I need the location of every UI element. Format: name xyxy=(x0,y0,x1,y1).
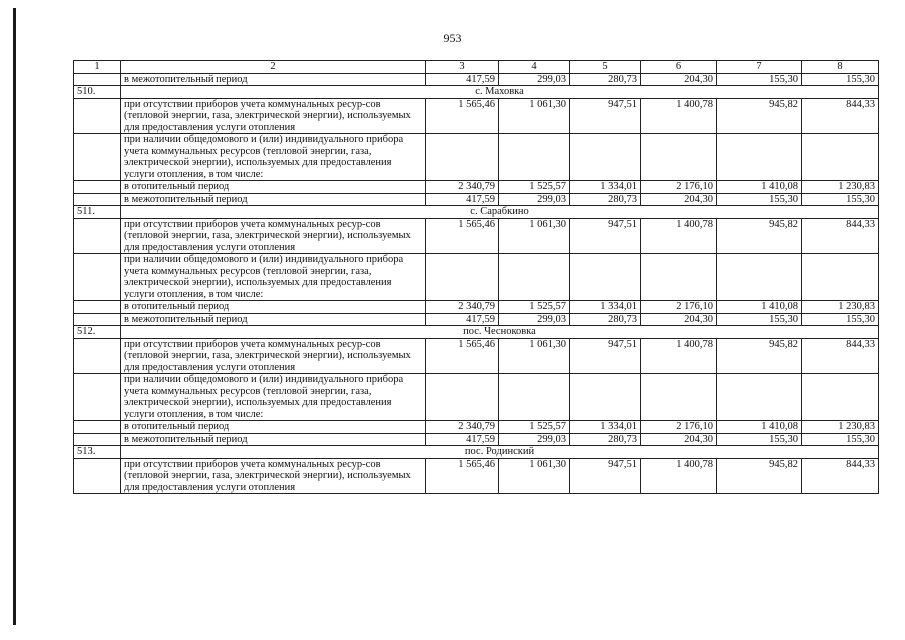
value-cell: 417,59 xyxy=(426,313,499,326)
page-number: 953 xyxy=(443,31,462,45)
value-cell: 1 061,30 xyxy=(499,98,570,134)
value-cell: 1 061,30 xyxy=(499,218,570,254)
value-cell: 1 565,46 xyxy=(426,458,499,494)
value-cell xyxy=(802,374,879,421)
value-cell: 2 176,10 xyxy=(641,421,717,434)
table-row xyxy=(74,374,879,421)
table-row xyxy=(74,421,879,434)
table-row xyxy=(74,313,879,326)
value-cell: 1 400,78 xyxy=(641,458,717,494)
settlement-number: 513. xyxy=(74,446,121,459)
value-cell: 844,33 xyxy=(802,218,879,254)
column-header: 8 xyxy=(802,61,879,74)
description-cell: при отсутствии приборов учета коммунальных ресур-сов (тепловой энергии, газа, электрической энергии), используемых для предоставления услуги отопления xyxy=(121,98,426,134)
row-number-cell xyxy=(74,374,121,421)
row-number-cell xyxy=(74,218,121,254)
table-row xyxy=(74,301,879,314)
settlement-number: 511. xyxy=(74,206,121,219)
value-cell: 280,73 xyxy=(570,193,641,206)
value-cell: 417,59 xyxy=(426,73,499,86)
value-cell: 1 565,46 xyxy=(426,338,499,374)
column-header: 2 xyxy=(121,61,426,74)
row-number-cell xyxy=(74,254,121,301)
value-cell: 947,51 xyxy=(570,338,641,374)
settlement-name: с. Маховка xyxy=(121,86,879,99)
value-cell xyxy=(802,134,879,181)
value-cell: 155,30 xyxy=(802,73,879,86)
row-number-cell xyxy=(74,134,121,181)
value-cell: 1 565,46 xyxy=(426,98,499,134)
table-row xyxy=(74,254,879,301)
value-cell xyxy=(426,134,499,181)
value-cell: 945,82 xyxy=(717,338,802,374)
value-cell: 1 400,78 xyxy=(641,338,717,374)
settlement-row xyxy=(74,446,879,459)
value-cell: 2 176,10 xyxy=(641,301,717,314)
row-number-cell xyxy=(74,193,121,206)
value-cell: 844,33 xyxy=(802,98,879,134)
value-cell: 155,30 xyxy=(717,73,802,86)
column-header: 5 xyxy=(570,61,641,74)
value-cell: 2 340,79 xyxy=(426,421,499,434)
value-cell: 417,59 xyxy=(426,193,499,206)
value-cell xyxy=(717,254,802,301)
value-cell: 1 525,57 xyxy=(499,301,570,314)
table-row xyxy=(74,338,879,374)
value-cell xyxy=(641,134,717,181)
value-cell: 945,82 xyxy=(717,458,802,494)
value-cell: 1 525,57 xyxy=(499,421,570,434)
table-row xyxy=(74,98,879,134)
value-cell xyxy=(570,254,641,301)
value-cell: 1 061,30 xyxy=(499,338,570,374)
value-cell: 1 410,08 xyxy=(717,421,802,434)
description-cell: при отсутствии приборов учета коммунальных ресур-сов (тепловой энергии, газа, электрической энергии), используемых для предоставления услуги отопления xyxy=(121,218,426,254)
value-cell: 947,51 xyxy=(570,98,641,134)
settlement-name: пос. Родинский xyxy=(121,446,879,459)
row-number-cell xyxy=(74,181,121,194)
value-cell xyxy=(499,134,570,181)
description-cell: в межотопительный период xyxy=(121,73,426,86)
value-cell: 155,30 xyxy=(802,193,879,206)
value-cell: 299,03 xyxy=(499,73,570,86)
description-cell: в отопительный период xyxy=(121,181,426,194)
value-cell: 299,03 xyxy=(499,433,570,446)
column-header: 4 xyxy=(499,61,570,74)
tariff-table xyxy=(73,60,879,494)
row-number-cell xyxy=(74,98,121,134)
value-cell: 299,03 xyxy=(499,313,570,326)
value-cell: 947,51 xyxy=(570,218,641,254)
column-header: 3 xyxy=(426,61,499,74)
value-cell xyxy=(641,374,717,421)
value-cell: 155,30 xyxy=(717,193,802,206)
settlement-row xyxy=(74,326,879,339)
value-cell xyxy=(499,374,570,421)
value-cell: 204,30 xyxy=(641,73,717,86)
value-cell xyxy=(570,374,641,421)
value-cell xyxy=(717,374,802,421)
row-number-cell xyxy=(74,421,121,434)
value-cell: 1 061,30 xyxy=(499,458,570,494)
column-header: 1 xyxy=(74,61,121,74)
row-number-cell xyxy=(74,458,121,494)
value-cell: 1 334,01 xyxy=(570,301,641,314)
description-cell: в межотопительный период xyxy=(121,433,426,446)
value-cell: 2 176,10 xyxy=(641,181,717,194)
description-cell: в отопительный период xyxy=(121,421,426,434)
column-header: 7 xyxy=(717,61,802,74)
value-cell: 947,51 xyxy=(570,458,641,494)
value-cell: 204,30 xyxy=(641,433,717,446)
value-cell: 280,73 xyxy=(570,73,641,86)
value-cell: 1 410,08 xyxy=(717,181,802,194)
description-cell: при наличии общедомового и (или) индивидуального прибора учета коммунальных ресурсов (тепловой энергии, газа, электрической энергии), используемых для предоставления услуги отопления, в том числе: xyxy=(121,254,426,301)
value-cell xyxy=(641,254,717,301)
value-cell: 1 400,78 xyxy=(641,218,717,254)
value-cell: 204,30 xyxy=(641,313,717,326)
table-row xyxy=(74,218,879,254)
description-cell: при отсутствии приборов учета коммунальных ресур-сов (тепловой энергии, газа, электрической энергии), используемых для предоставления услуги отопления xyxy=(121,458,426,494)
value-cell: 844,33 xyxy=(802,458,879,494)
value-cell: 280,73 xyxy=(570,313,641,326)
description-cell: при наличии общедомового и (или) индивидуального прибора учета коммунальных ресурсов (тепловой энергии, газа, электрической энергии), используемых для предоставления услуги отопления, в том числе: xyxy=(121,134,426,181)
value-cell: 1 525,57 xyxy=(499,181,570,194)
value-cell: 280,73 xyxy=(570,433,641,446)
settlement-number: 510. xyxy=(74,86,121,99)
value-cell: 299,03 xyxy=(499,193,570,206)
value-cell xyxy=(802,254,879,301)
table-row xyxy=(74,433,879,446)
table-body xyxy=(74,73,879,494)
settlement-row xyxy=(74,86,879,99)
value-cell: 1 400,78 xyxy=(641,98,717,134)
table-row xyxy=(74,134,879,181)
value-cell: 844,33 xyxy=(802,338,879,374)
table-row xyxy=(74,193,879,206)
value-cell: 2 340,79 xyxy=(426,181,499,194)
description-cell: при наличии общедомового и (или) индивидуального прибора учета коммунальных ресурсов (тепловой энергии, газа, электрической энергии), используемых для предоставления услуги отопления, в том числе: xyxy=(121,374,426,421)
value-cell: 155,30 xyxy=(717,433,802,446)
description-cell: в межотопительный период xyxy=(121,313,426,326)
row-number-cell xyxy=(74,338,121,374)
value-cell: 1 230,83 xyxy=(802,301,879,314)
value-cell: 2 340,79 xyxy=(426,301,499,314)
value-cell: 1 410,08 xyxy=(717,301,802,314)
description-cell: при отсутствии приборов учета коммунальных ресур-сов (тепловой энергии, газа, электрической энергии), используемых для предоставления услуги отопления xyxy=(121,338,426,374)
row-number-cell xyxy=(74,313,121,326)
value-cell xyxy=(570,134,641,181)
settlement-row xyxy=(74,206,879,219)
value-cell: 155,30 xyxy=(802,313,879,326)
value-cell xyxy=(717,134,802,181)
value-cell: 1 230,83 xyxy=(802,421,879,434)
value-cell: 1 334,01 xyxy=(570,181,641,194)
description-cell: в отопительный период xyxy=(121,301,426,314)
value-cell: 945,82 xyxy=(717,218,802,254)
column-header-row xyxy=(74,61,879,74)
value-cell: 1 230,83 xyxy=(802,181,879,194)
value-cell: 204,30 xyxy=(641,193,717,206)
table-row xyxy=(74,181,879,194)
column-header: 6 xyxy=(641,61,717,74)
table-row xyxy=(74,73,879,86)
settlement-name: с. Сарабкино xyxy=(121,206,879,219)
settlement-name: пос. Чесноковка xyxy=(121,326,879,339)
value-cell: 945,82 xyxy=(717,98,802,134)
row-number-cell xyxy=(74,433,121,446)
description-cell: в межотопительный период xyxy=(121,193,426,206)
value-cell: 417,59 xyxy=(426,433,499,446)
page-edge-bar xyxy=(13,8,16,625)
value-cell xyxy=(426,254,499,301)
value-cell: 1 565,46 xyxy=(426,218,499,254)
value-cell: 1 334,01 xyxy=(570,421,641,434)
row-number-cell xyxy=(74,301,121,314)
table-row xyxy=(74,458,879,494)
row-number-cell xyxy=(74,73,121,86)
value-cell: 155,30 xyxy=(717,313,802,326)
settlement-number: 512. xyxy=(74,326,121,339)
value-cell xyxy=(499,254,570,301)
value-cell xyxy=(426,374,499,421)
value-cell: 155,30 xyxy=(802,433,879,446)
